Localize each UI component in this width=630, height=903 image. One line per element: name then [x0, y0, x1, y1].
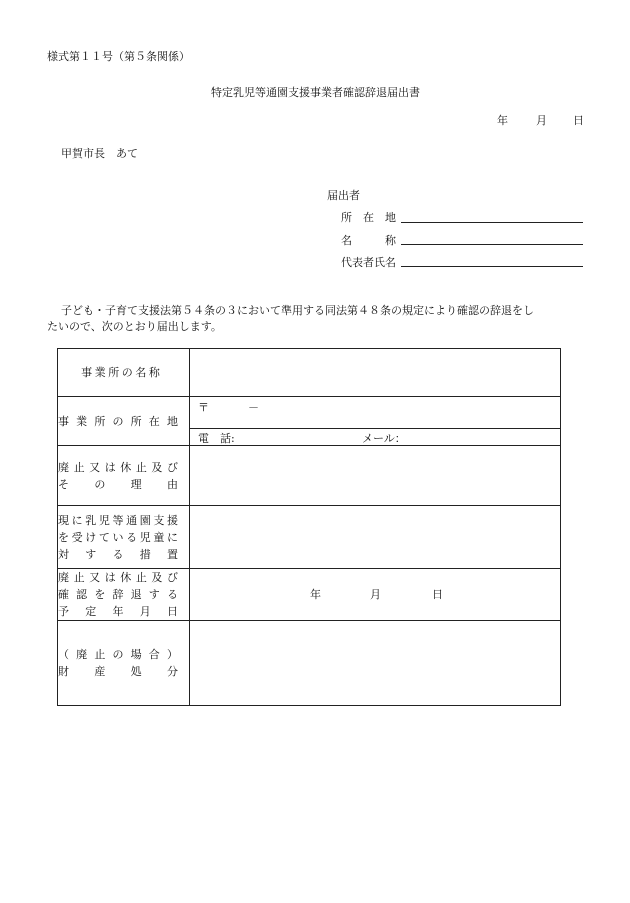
measures-label-line2: を 受 け て い る 児 童 に — [58, 530, 178, 544]
office-address-label: 事 業 所 の 所 在 地 — [58, 414, 178, 428]
scheduled-date-label-line3: 予 定 年 月 日 — [58, 605, 178, 618]
form-number: 様式第１１号（第５条関係） — [47, 50, 190, 63]
row-office-name — [58, 349, 561, 397]
scheduled-date-label-line1: 廃 止 又 は 休 止 及 び — [58, 571, 178, 584]
contact-field[interactable] — [190, 429, 560, 445]
date-month-label: 月 — [536, 114, 547, 127]
scheduled-day-label: 日 — [432, 588, 443, 601]
office-address-label-cell — [58, 397, 190, 446]
body-text-line1: 子ども・子育て支援法第５４条の３において準用する同法第４８条の規定により確認の辞退をし — [61, 304, 534, 317]
notifier-name-label: 名 称 — [341, 234, 396, 247]
office-name-label-cell — [58, 349, 190, 397]
notifier-rep-label: 代表者氏名 — [341, 256, 396, 269]
document-title: 特定乳児等通園支援事業者確認辞退届出書 — [211, 86, 420, 99]
office-name-value[interactable] — [190, 349, 561, 397]
row-office-address — [58, 397, 561, 446]
reason-label-line2: そ の 理 由 — [58, 477, 178, 491]
notification-form-table — [57, 348, 561, 706]
scheduled-month-label: 月 — [370, 588, 381, 601]
body-text-line2: たいので、次のとおり届出します。 — [47, 320, 222, 333]
reason-label-line1: 廃 止 又 は 休 止 及 び — [58, 460, 178, 474]
property-disposal-label-line1: （ 廃 止 の 場 合 ） — [58, 648, 178, 661]
notifier-name-line[interactable] — [401, 244, 583, 245]
scheduled-date-value[interactable] — [190, 569, 561, 621]
scheduled-date-label-cell — [58, 569, 190, 621]
measures-label-line3: 対 す る 措 置 — [58, 547, 178, 561]
property-disposal-label-cell — [58, 621, 190, 706]
postal-address-field[interactable] — [190, 397, 560, 429]
row-measures — [58, 506, 561, 569]
notifier-rep-line[interactable] — [401, 266, 583, 267]
row-reason — [58, 446, 561, 506]
office-address-value-cell — [190, 397, 561, 446]
reason-value[interactable] — [190, 446, 561, 506]
property-disposal-label-line2: 財 産 処 分 — [58, 665, 178, 678]
office-name-label: 事 業 所 の 名 称 — [81, 366, 160, 379]
date-day-label: 日 — [573, 114, 584, 127]
row-property-disposal — [58, 621, 561, 706]
postal-mark: 〒 — [198, 401, 209, 414]
measures-label-cell — [58, 506, 190, 569]
measures-value[interactable] — [190, 506, 561, 569]
reason-label-cell — [58, 446, 190, 506]
measures-label-line1: 現 に 乳 児 等 通 園 支 援 — [58, 513, 178, 527]
row-scheduled-date — [58, 569, 561, 621]
mail-label: メール： — [362, 432, 406, 445]
scheduled-date-label-line2: 確 認 を 辞 退 す る — [58, 588, 178, 601]
notifier-heading: 届出者 — [327, 189, 360, 202]
postal-dash: － — [248, 401, 259, 414]
notifier-address-label: 所 在 地 — [341, 211, 396, 224]
tel-label: 電 話: — [198, 432, 235, 445]
date-year-label: 年 — [497, 114, 508, 127]
addressee: 甲賀市長 あて — [61, 147, 138, 160]
property-disposal-value[interactable] — [190, 621, 561, 706]
scheduled-year-label: 年 — [310, 588, 321, 601]
notifier-address-line[interactable] — [401, 222, 583, 223]
